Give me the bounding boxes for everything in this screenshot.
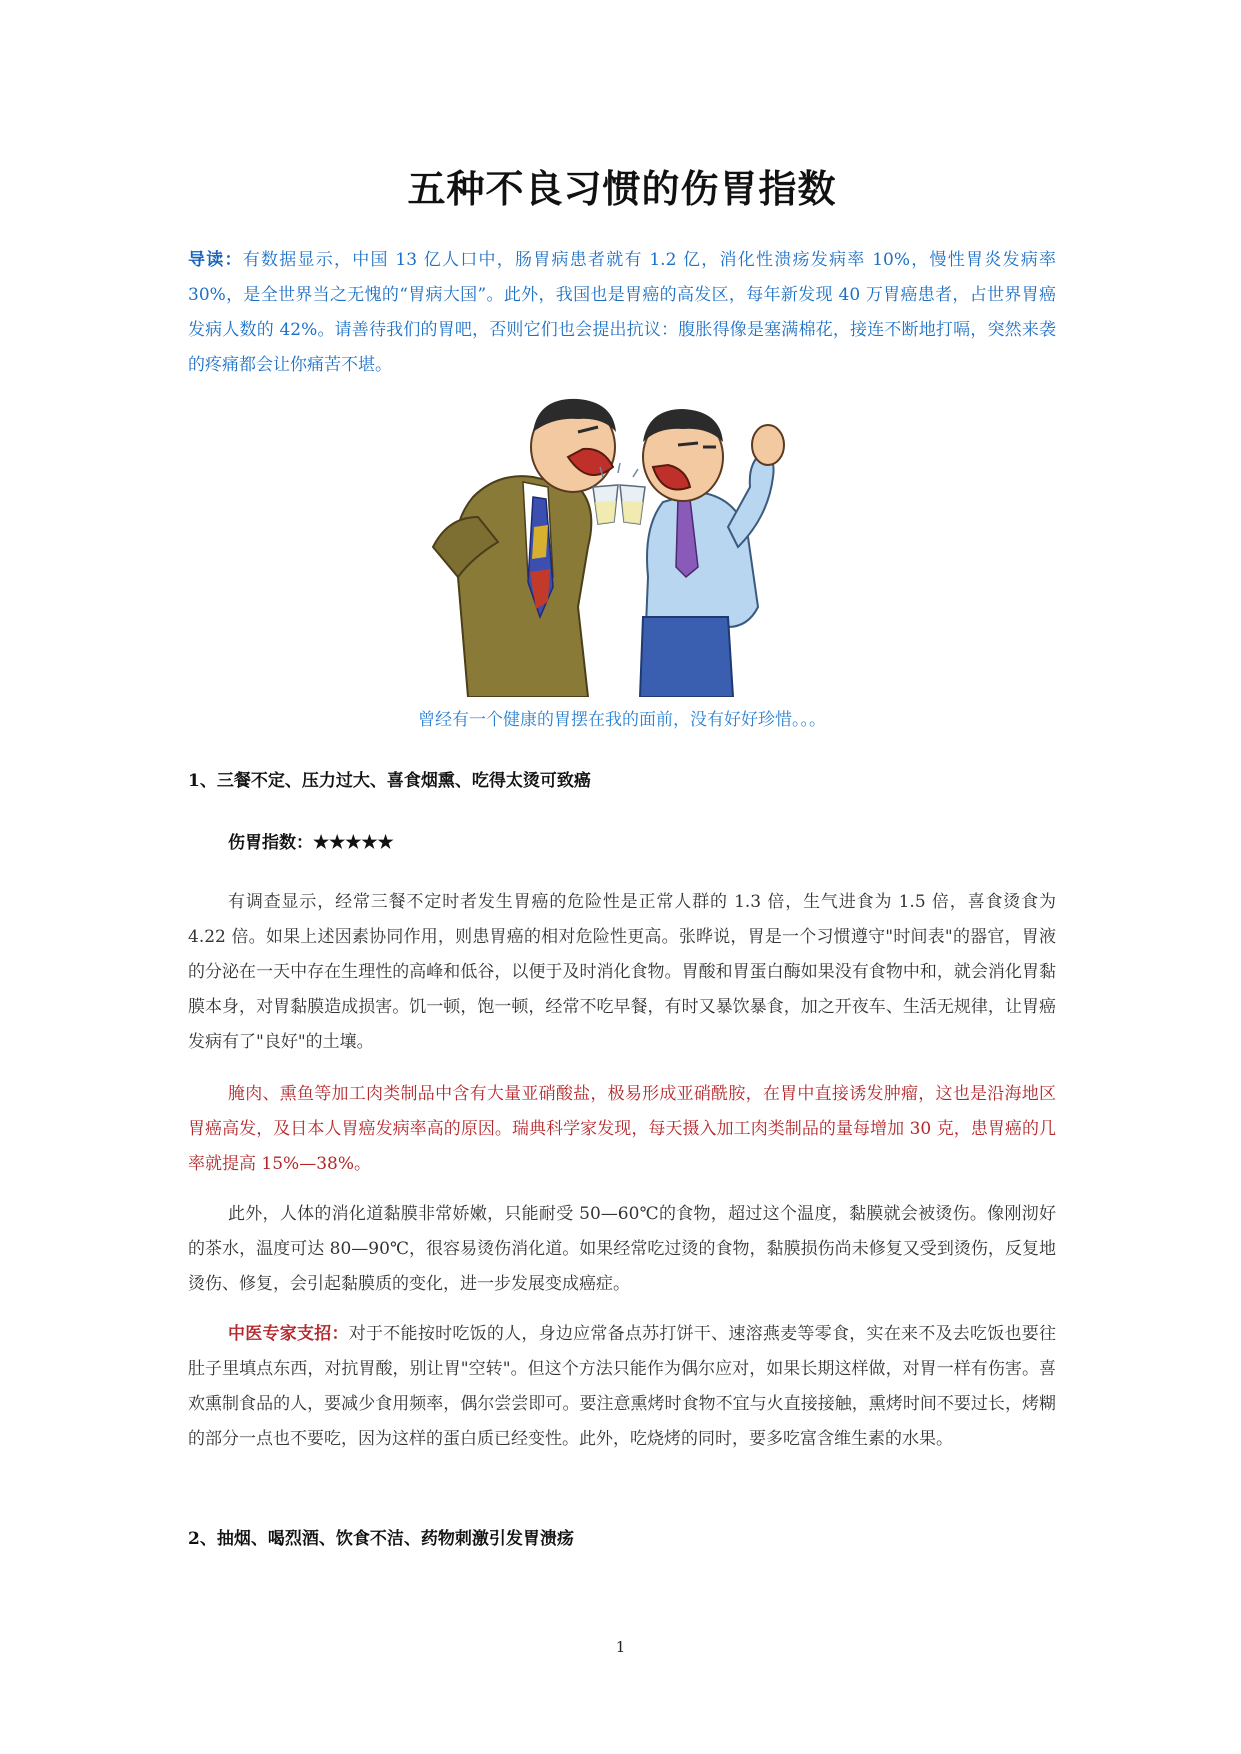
page-title: 五种不良习惯的伤胃指数 [407, 166, 837, 211]
section1-paragraph-1: 有调查显示，经常三餐不定时者发生胃癌的危险性是正常人群的 1.3 倍，生气进食为 1.5 倍，喜食烫食为 4.22 倍。如果上述因素协同作用，则患胃癌的相对危险性更高。张晔说，胃是一个习惯遵守"时间表"的器官，胃液的分泌在一天中存在生理性的高峰和低谷，以便于及时消化食物。胃酸和胃蛋白酶如果没有食物中和，就会消化胃黏膜本身，对胃黏膜造成损害。饥一顿，饱一顿，经常不吃早餐，有时又暴饮暴食，加之开夜车、生活无规律，让胃癌发病有了"良好"的土壤。 [188, 892, 1056, 1052]
section1-heading: 1、三餐不定、压力过大、喜食烟熏、吃得太烫可致癌 [188, 771, 591, 791]
figure-caption: 曾经有一个健康的胃摆在我的面前，没有好好珍惜。。。 [418, 710, 826, 730]
expert-tip-label: 中医专家支招： [228, 1324, 349, 1344]
section1-paragraph-3: 此外，人体的消化道黏膜非常娇嫩，只能耐受 50—60℃的食物，超过这个温度，黏膜就会被烫伤。像刚沏好的茶水，温度可达 80—90℃，很容易烫伤消化道。如果经常吃过烫的食物，黏膜损伤尚未修复又受到烫伤，反复地烫伤、修复，会引起黏膜质的变化，进一步发展变成癌症。 [188, 1204, 1056, 1294]
rating-label: 伤胃指数： [228, 833, 313, 853]
section2-heading: 2、抽烟、喝烈酒、饮食不洁、药物刺激引发胃溃疡 [188, 1529, 574, 1549]
cartoon-illustration [428, 377, 808, 697]
damage-rating [228, 828, 394, 853]
section1-paragraph-2: 腌肉、熏鱼等加工肉类制品中含有大量亚硝酸盐，极易形成亚硝酰胺，在胃中直接诱发肿瘤，这也是沿海地区胃癌高发，及日本人胃癌发病率高的原因。瑞典科学家发现，每天摄入加工肉类制品的量每增加 30 克，患胃癌的几率就提高 15%—38%。 [188, 1084, 1056, 1174]
page-number: 1 [615, 1638, 626, 1656]
intro-paragraph [188, 243, 1056, 383]
intro-text: 有数据显示，中国 13 亿人口中，肠胃病患者就有 1.2 亿，消化性溃疡发病率 10%，慢性胃炎发病率 30%，是全世界当之无愧的“胃病大国”。此外，我国也是胃癌的高发区，每年新发现 40 万胃癌患者，占世界胃癌发病人数的 42%。请善待我们的胃吧，否则它们也会提出抗议：腹胀得像是塞满棉花，接连不断地打嗝，突然来袭的疼痛都会让你痛苦不堪。 [188, 250, 1057, 375]
expert-tip-text: 对于不能按时吃饭的人，身边应常备点苏打饼干、速溶燕麦等零食，实在来不及去吃饭也要往肚子里填点东西，对抗胃酸，别让胃"空转"。但这个方法只能作为偶尔应对，如果长期这样做，对胃一样有伤害。喜欢熏制食品的人，要减少食用频率，偶尔尝尝即可。要注意熏烤时食物不宜与火直接接触，熏烤时间不要过长，烤糊的部分一点也不要吃，因为这样的蛋白质已经变性。此外，吃烧烤的同时，要多吃富含维生素的水果。 [188, 1324, 1057, 1449]
intro-lead: 导读： [188, 250, 243, 270]
expert-tip-paragraph [188, 1317, 1056, 1457]
rating-stars: ★★★★★ [313, 832, 394, 853]
